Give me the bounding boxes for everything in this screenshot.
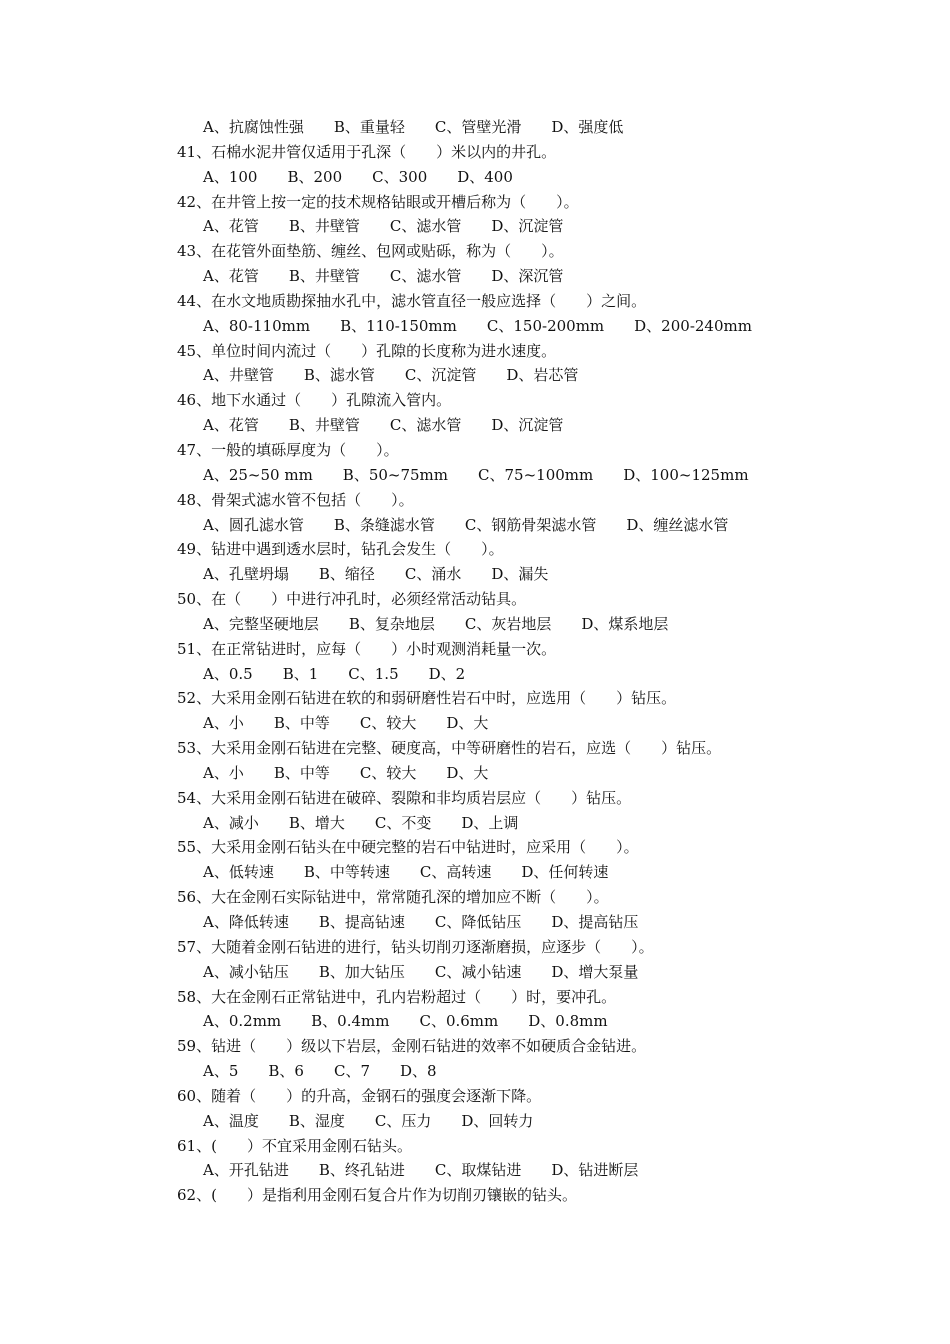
option-d: D、沉淀管 <box>491 416 564 435</box>
option-c: C、75~100mm <box>478 465 594 484</box>
option-a: A、花管 <box>203 267 259 286</box>
option-a: A、井壁管 <box>203 366 274 385</box>
question-line: 48、骨架式滤水管不包括（ ）。 <box>177 490 414 509</box>
options-line <box>177 115 877 140</box>
option-b: B、湿度 <box>288 1111 345 1130</box>
options-line <box>177 214 877 239</box>
option-a: A、完整坚硬地层 <box>203 614 319 633</box>
question-line: 45、单位时间内流过（ ）孔隙的长度称为进水速度。 <box>177 341 557 360</box>
option-b: B、滤水管 <box>303 366 375 385</box>
option-a: A、100 <box>203 167 258 186</box>
option-d: D、上调 <box>461 813 519 832</box>
option-d: D、缠丝滤水管 <box>626 515 729 534</box>
question-list <box>177 115 877 1208</box>
option-c: C、7 <box>333 1062 370 1081</box>
option-b: B、终孔钻进 <box>318 1161 405 1180</box>
option-c: C、1.5 <box>348 664 399 683</box>
question-line: 51、在正常钻进时，应每（ ）小时观测消耗量一次。 <box>177 639 557 658</box>
question-line: 58、大在金刚石正常钻进中，孔内岩粉超过（ ）时，要冲孔。 <box>177 987 617 1006</box>
options-line <box>177 513 877 538</box>
options-line <box>177 1158 877 1183</box>
option-d: D、钻进断层 <box>551 1161 639 1180</box>
options-line <box>177 165 877 190</box>
question-line: 56、大在金刚石实际钻进中，常常随孔深的增加应不断（ ）。 <box>177 888 609 907</box>
question-line: 59、钻进（ ）级以下岩层，金刚石钻进的效率不如硬质合金钻进。 <box>177 1037 647 1056</box>
question-line: 47、一般的填砾厚度为（ ）。 <box>177 440 399 459</box>
question-line: 52、大采用金刚石钻进在软的和弱研磨性岩石中时，应选用（ ）钻压。 <box>177 689 677 708</box>
question-line: 62、( ）是指利用金刚石复合片作为切削刃镶嵌的钻头。 <box>177 1186 577 1205</box>
options-line <box>177 860 877 885</box>
question-line: 41、石棉水泥井管仅适用于孔深（ ）米以内的井孔。 <box>177 142 557 161</box>
option-a: A、降低转速 <box>203 913 289 931</box>
option-a: A、减小 <box>203 813 259 832</box>
option-a: A、抗腐蚀性强 <box>203 118 304 136</box>
option-c: C、沉淀管 <box>404 366 477 385</box>
option-a: A、0.5 <box>203 664 253 683</box>
question-line: 43、在花管外面垫筋、缠丝、包网或贴砾，称为（ ）。 <box>177 242 564 261</box>
option-d: D、煤系地层 <box>581 614 669 633</box>
option-b: B、重量轻 <box>333 118 405 136</box>
option-c: C、300 <box>372 167 428 186</box>
option-a: A、小 <box>203 714 244 733</box>
option-c: C、滤水管 <box>389 267 462 286</box>
option-d: D、2 <box>428 664 466 683</box>
options-line <box>177 413 877 438</box>
option-d: D、任何转速 <box>521 863 609 882</box>
option-d: D、强度低 <box>551 118 624 136</box>
option-b: B、6 <box>268 1062 304 1081</box>
option-d: D、0.8mm <box>528 1012 608 1031</box>
option-d: D、200-240mm <box>634 316 752 335</box>
option-c: C、灰岩地层 <box>464 614 552 633</box>
option-d: D、提高钻压 <box>551 913 639 931</box>
option-a: A、花管 <box>203 416 259 435</box>
option-a: A、小 <box>203 763 244 782</box>
option-d: D、大 <box>446 714 489 733</box>
option-b: B、中等转速 <box>303 863 390 882</box>
option-a: A、温度 <box>203 1111 259 1130</box>
option-a: A、孔壁坍塌 <box>203 565 289 584</box>
option-d: D、大 <box>446 763 489 782</box>
options-line <box>177 612 877 637</box>
option-a: A、花管 <box>203 217 259 236</box>
option-c: C、滤水管 <box>389 217 462 236</box>
option-a: A、0.2mm <box>203 1012 282 1031</box>
option-b: B、中等 <box>273 763 330 782</box>
option-a: A、开孔钻进 <box>203 1161 289 1180</box>
option-b: B、条缝滤水管 <box>333 515 435 534</box>
option-b: B、井壁管 <box>288 416 360 435</box>
option-a: A、减小钻压 <box>203 962 289 981</box>
option-d: D、漏失 <box>491 565 549 584</box>
option-c: C、取煤钻进 <box>434 1161 522 1180</box>
options-line <box>177 314 877 339</box>
options-line <box>177 463 877 488</box>
option-b: B、缩径 <box>318 565 375 584</box>
option-a: A、低转速 <box>203 863 274 882</box>
options-line <box>177 1109 877 1134</box>
option-c: C、涌水 <box>404 565 462 584</box>
option-b: B、中等 <box>273 714 330 733</box>
options-line <box>177 711 877 736</box>
option-d: D、沉淀管 <box>491 217 564 236</box>
options-line <box>177 562 877 587</box>
option-b: B、复杂地层 <box>348 614 435 633</box>
option-b: B、加大钻压 <box>318 962 405 981</box>
option-b: B、1 <box>282 664 319 683</box>
options-line <box>177 811 877 836</box>
option-a: A、5 <box>203 1062 239 1081</box>
question-line: 61、( ）不宜采用金刚石钻头。 <box>177 1136 412 1155</box>
option-c: C、降低钻压 <box>434 913 522 931</box>
options-line <box>177 363 877 388</box>
option-b: B、200 <box>287 167 343 186</box>
option-b: B、井壁管 <box>288 217 360 236</box>
option-c: C、高转速 <box>419 863 492 882</box>
question-line: 44、在水文地质勘探抽水孔中，滤水管直径一般应选择（ ）之间。 <box>177 291 647 310</box>
option-c: C、150-200mm <box>486 316 605 335</box>
option-b: B、井壁管 <box>288 267 360 286</box>
options-line <box>177 1059 877 1084</box>
options-line <box>177 1009 877 1034</box>
options-line <box>177 910 877 935</box>
options-line <box>177 761 877 786</box>
question-line: 60、随着（ ）的升高，金钢石的强度会逐渐下降。 <box>177 1086 542 1105</box>
question-line: 55、大采用金刚石钻头在中硬完整的岩石中钻进时，应采用（ ）。 <box>177 838 639 857</box>
option-c: C、滤水管 <box>389 416 462 435</box>
question-line: 57、大随着金刚石钻进的进行，钻头切削刃逐渐磨损，应逐步（ ）。 <box>177 937 654 956</box>
question-line: 54、大采用金刚石钻进在破碎、裂隙和非均质岩层应（ ）钻压。 <box>177 788 632 807</box>
option-c: C、管壁光滑 <box>434 118 522 136</box>
question-line: 46、地下水通过（ ）孔隙流入管内。 <box>177 391 452 410</box>
question-line: 50、在（ ）中进行冲孔时，必须经常活动钻具。 <box>177 590 527 609</box>
option-c: C、较大 <box>359 763 417 782</box>
option-b: B、110-150mm <box>340 316 457 335</box>
option-b: B、0.4mm <box>311 1012 390 1031</box>
option-c: C、不变 <box>374 813 432 832</box>
options-line <box>177 960 877 985</box>
question-line: 49、钻进中遇到透水层时，钻孔会发生（ ）。 <box>177 540 504 559</box>
option-c: C、0.6mm <box>419 1012 499 1031</box>
option-d: D、400 <box>457 167 513 186</box>
option-a: A、80-110mm <box>203 316 311 335</box>
option-b: B、增大 <box>288 813 345 832</box>
option-d: D、岩芯管 <box>506 366 579 385</box>
option-d: D、增大泵量 <box>551 962 639 981</box>
option-d: D、深沉管 <box>491 267 564 286</box>
option-b: B、50~75mm <box>342 465 449 484</box>
option-c: C、钢筋骨架滤水管 <box>464 515 597 534</box>
options-line <box>177 662 877 687</box>
options-line <box>177 264 877 289</box>
option-c: C、减小钻速 <box>434 962 522 981</box>
option-c: C、压力 <box>374 1111 432 1130</box>
option-d: D、回转力 <box>461 1111 534 1130</box>
option-a: A、圆孔滤水管 <box>203 515 304 534</box>
question-line: 53、大采用金刚石钻进在完整、硬度高，中等研磨性的岩石，应选（ ）钻压。 <box>177 739 722 758</box>
option-b: B、提高钻速 <box>318 913 405 931</box>
option-c: C、较大 <box>359 714 417 733</box>
question-line: 42、在井管上按一定的技术规格钻眼或开槽后称为（ ）。 <box>177 192 579 211</box>
option-d: D、8 <box>400 1062 437 1081</box>
option-d: D、100~125mm <box>623 465 749 484</box>
option-a: A、25~50 mm <box>203 465 313 484</box>
